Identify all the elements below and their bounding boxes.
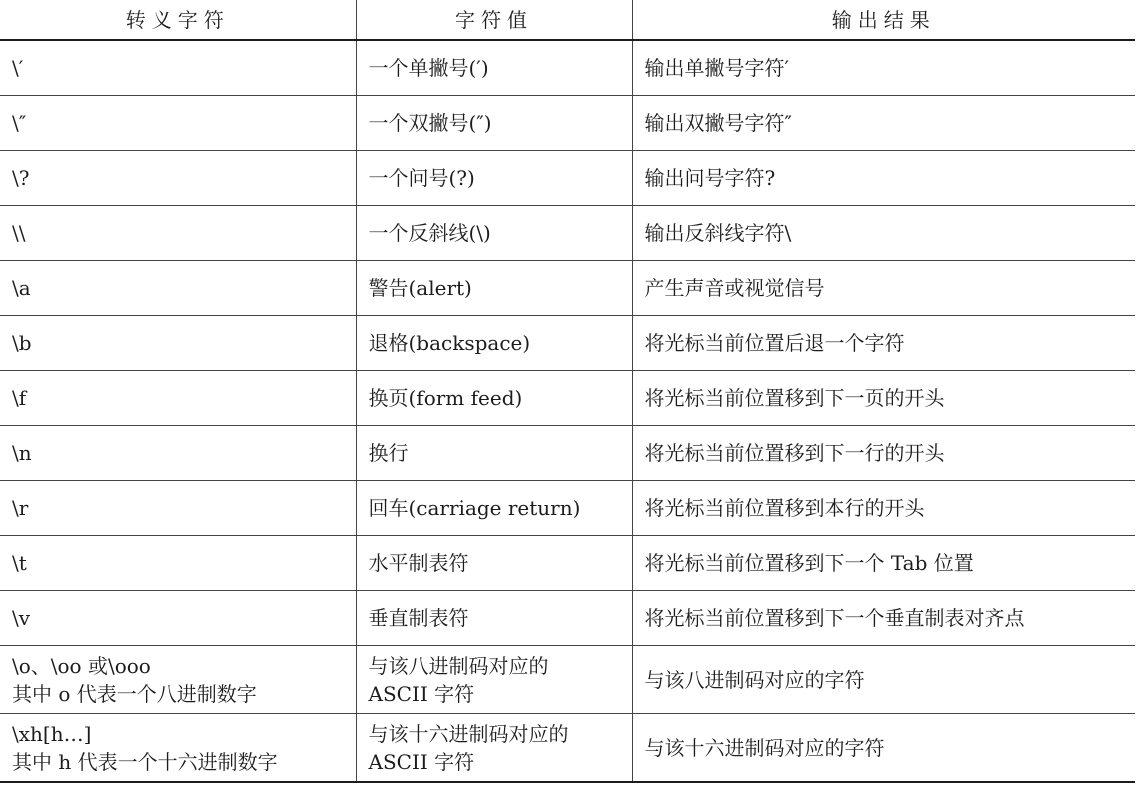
character-value-cell xyxy=(356,714,632,783)
output-result-cell: 将光标当前位置移到下一个垂直制表对齐点 xyxy=(632,591,1135,646)
character-value-cell xyxy=(356,96,632,151)
header-output-result: 输出结果 xyxy=(632,0,1135,40)
output-result-cell: 将光标当前位置后退一个字符 xyxy=(632,316,1135,371)
character-value-cell-line: 警告(alert) xyxy=(368,276,472,300)
escape-character-cell-line: \″ xyxy=(12,111,27,135)
output-result-cell: 与该八进制码对应的字符 xyxy=(632,646,1135,714)
table-row xyxy=(0,591,1135,646)
character-value-cell xyxy=(356,536,632,591)
escape-character-cell-line: \xh[h…] xyxy=(12,721,92,746)
escape-character-cell xyxy=(0,591,356,646)
character-value-cell-line: 水平制表符 xyxy=(368,551,469,575)
output-result-cell: 将光标当前位置移到下一页的开头 xyxy=(632,371,1135,426)
escape-character-cell-line: 其中 h 代表一个十六进制数字 xyxy=(12,749,278,774)
table-row xyxy=(0,714,1135,783)
character-value-cell-line: 与该十六进制码对应的 xyxy=(368,721,569,746)
escape-character-cell xyxy=(0,151,356,206)
character-value-cell-line: 换行 xyxy=(368,441,409,465)
escape-character-cell-line: \o、\oo 或\ooo xyxy=(12,653,151,678)
output-result-cell: 输出单撇号字符′ xyxy=(632,40,1135,96)
character-value-cell xyxy=(356,206,632,261)
character-value-cell xyxy=(356,261,632,316)
escape-character-cell xyxy=(0,261,356,316)
escape-character-cell-line: \f xyxy=(12,386,27,410)
output-result-cell: 输出双撇号字符″ xyxy=(632,96,1135,151)
table-row xyxy=(0,646,1135,714)
character-value-cell-line: 一个双撇号(″) xyxy=(368,111,492,135)
character-value-cell-line: 退格(backspace) xyxy=(368,331,531,355)
table-row xyxy=(0,261,1135,316)
escape-character-cell xyxy=(0,481,356,536)
character-value-cell-line: 一个单撇号(′) xyxy=(368,56,489,80)
character-value-cell-line: ASCII 字符 xyxy=(368,749,475,774)
escape-character-cell-line: 其中 o 代表一个八进制数字 xyxy=(12,681,257,706)
escape-character-cell xyxy=(0,206,356,261)
character-value-cell xyxy=(356,40,632,96)
character-value-cell xyxy=(356,371,632,426)
character-value-cell xyxy=(356,481,632,536)
escape-character-cell-line: \b xyxy=(12,331,32,355)
header-escape-character: 转义字符 xyxy=(0,0,356,40)
table-row xyxy=(0,206,1135,261)
character-value-cell-line: 一个问号(?) xyxy=(368,166,475,190)
output-result-cell: 将光标当前位置移到本行的开头 xyxy=(632,481,1135,536)
escape-character-cell-line: \? xyxy=(12,166,30,190)
table-row xyxy=(0,426,1135,481)
output-result-cell: 产生声音或视觉信号 xyxy=(632,261,1135,316)
table-row xyxy=(0,481,1135,536)
character-value-cell xyxy=(356,591,632,646)
escape-character-cell-line: \a xyxy=(12,276,31,300)
table-body xyxy=(0,40,1135,782)
output-result-cell: 与该十六进制码对应的字符 xyxy=(632,714,1135,783)
character-value-cell-line: ASCII 字符 xyxy=(368,681,475,706)
escape-character-cell xyxy=(0,536,356,591)
escape-character-cell-line: \n xyxy=(12,441,32,465)
character-value-cell xyxy=(356,426,632,481)
escape-character-cell xyxy=(0,40,356,96)
character-value-cell-line: 垂直制表符 xyxy=(368,606,469,630)
character-value-cell xyxy=(356,316,632,371)
escape-character-cell-line: \t xyxy=(12,551,27,575)
output-result-cell: 输出反斜线字符\ xyxy=(632,206,1135,261)
table-row xyxy=(0,96,1135,151)
escape-character-cell-line: \r xyxy=(12,496,29,520)
header-character-value: 字符值 xyxy=(356,0,632,40)
escape-character-cell xyxy=(0,426,356,481)
output-result-cell: 将光标当前位置移到下一个 Tab 位置 xyxy=(632,536,1135,591)
table-row xyxy=(0,316,1135,371)
escape-character-cell-line: \′ xyxy=(12,56,24,80)
table-row xyxy=(0,40,1135,96)
output-result-cell: 输出问号字符? xyxy=(632,151,1135,206)
escape-character-cell-line: \v xyxy=(12,606,31,630)
character-value-cell xyxy=(356,151,632,206)
character-value-cell-line: 一个反斜线(\) xyxy=(368,221,491,245)
character-value-cell-line: 与该八进制码对应的 xyxy=(368,653,549,678)
escape-character-cell xyxy=(0,646,356,714)
escape-character-cell xyxy=(0,316,356,371)
character-value-cell xyxy=(356,646,632,714)
table-row xyxy=(0,536,1135,591)
escape-character-cell xyxy=(0,371,356,426)
table-row xyxy=(0,151,1135,206)
escape-character-cell xyxy=(0,714,356,783)
escape-character-cell xyxy=(0,96,356,151)
table-row xyxy=(0,371,1135,426)
output-result-cell: 将光标当前位置移到下一行的开头 xyxy=(632,426,1135,481)
character-value-cell-line: 换页(form feed) xyxy=(368,386,523,410)
header-row xyxy=(0,0,1135,40)
character-value-cell-line: 回车(carriage return) xyxy=(368,496,581,520)
escape-character-cell-line: \\ xyxy=(12,221,26,245)
